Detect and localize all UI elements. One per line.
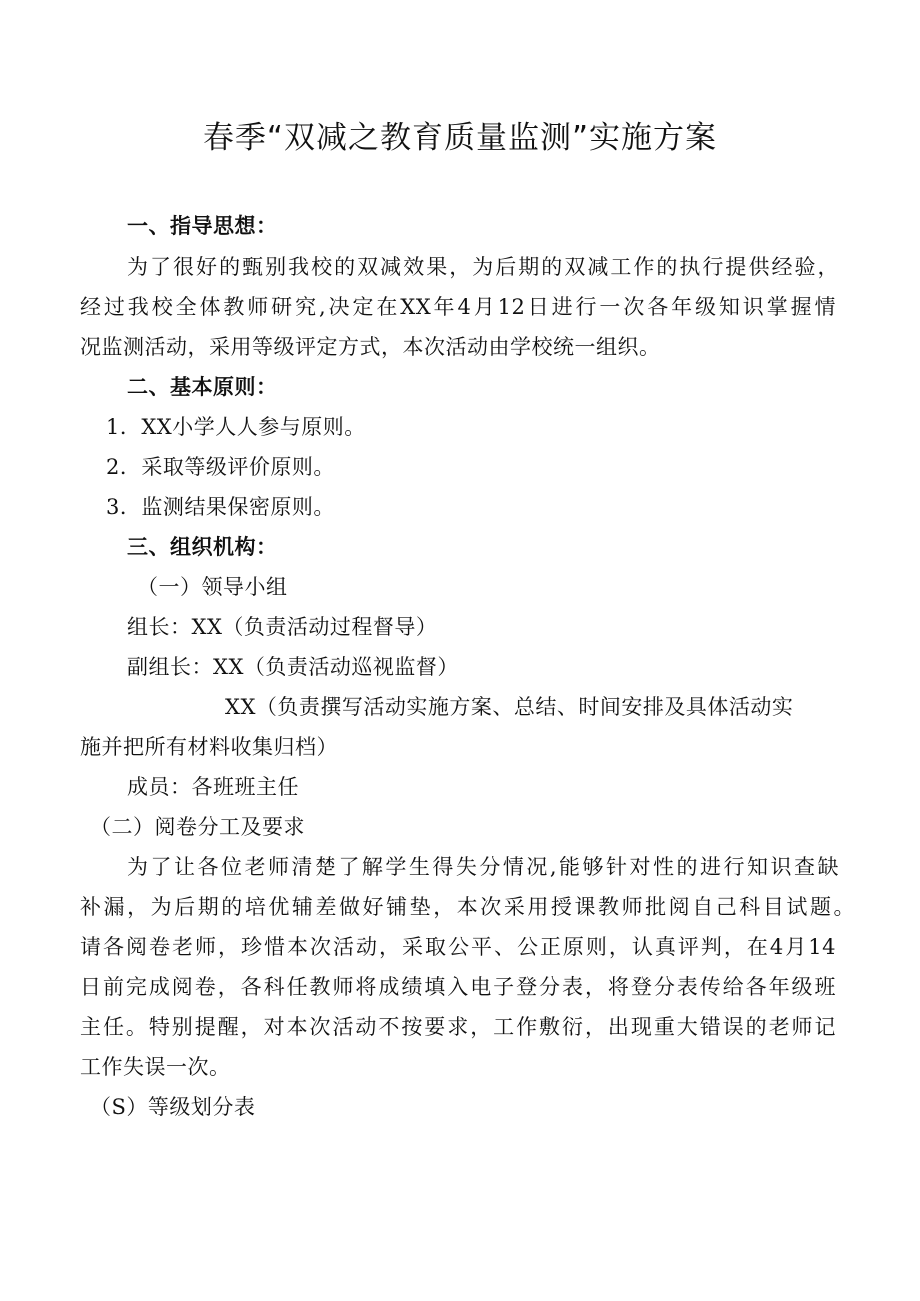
- section-heading-guiding-ideology: 一、指导思想：: [127, 214, 278, 238]
- paragraph-line: 补漏，为后期的培优辅差做好铺垫，本次采用授课教师批阅自己科目试题。: [80, 895, 855, 919]
- deputy-leader-2-line: XX（负责撰写活动实施方案、总结、时间安排及具体活动实: [225, 695, 794, 719]
- section-heading-organization: 三、组织机构：: [127, 535, 278, 559]
- paragraph-line: 请各阅卷老师，珍惜本次活动，采取公平、公正原则，认真评判，在4月14: [80, 935, 836, 959]
- subsection-heading-grade-table: （S）等级划分表: [90, 1095, 256, 1119]
- paragraph-line: 为了很好的甄别我校的双减效果，为后期的双减工作的执行提供经验，: [127, 255, 839, 279]
- paragraph-line: 工作失误一次。: [80, 1055, 231, 1079]
- list-item: 1．XX小学人人参与原则。: [106, 415, 366, 439]
- document-title: 春季“双减之教育质量监测”实施方案: [202, 120, 718, 156]
- paragraph-line: 经过我校全体教师研究,决定在XX年4月12日进行一次各年级知识掌握情: [80, 295, 836, 319]
- subsection-heading-leading-group: （一）领导小组: [137, 575, 288, 599]
- members-line: 成员：各班班主任: [127, 775, 299, 799]
- paragraph-line: 为了让各位老师清楚了解学生得失分情况,能够针对性的进行知识查缺: [127, 855, 839, 879]
- section-heading-basic-principles: 二、基本原则：: [127, 375, 278, 399]
- paragraph-line: 主任。特别提醒，对本次活动不按要求，工作敷衍，出现重大错误的老师记: [80, 1015, 836, 1039]
- deputy-leader-line: 副组长：XX（负责活动巡视监督）: [127, 655, 459, 679]
- paragraph-line: 日前完成阅卷，各科任教师将成绩填入电子登分表，将登分表传给各年级班: [80, 975, 836, 999]
- leader-line: 组长：XX（负责活动过程督导）: [127, 615, 438, 639]
- list-item: 3．监测结果保密原则。: [106, 495, 335, 519]
- deputy-leader-2-continuation: 施并把所有材料收集归档）: [80, 735, 338, 759]
- subsection-heading-marking: （二）阅卷分工及要求: [90, 815, 305, 839]
- list-item: 2．采取等级评价原则。: [106, 455, 335, 479]
- paragraph-line: 况监测活动，采用等级评定方式，本次活动由学校统一组织。: [80, 335, 661, 359]
